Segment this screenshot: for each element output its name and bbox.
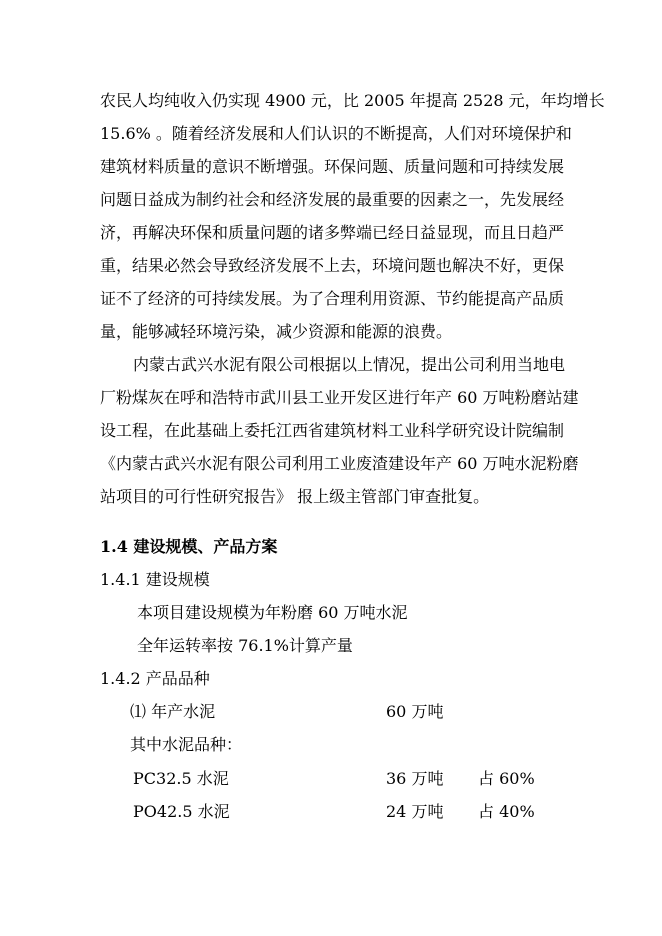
paragraph-2-line: 厂粉煤灰在呼和浩特市武川县工业开发区进行年产 60 万吨粉磨站建 <box>100 388 579 407</box>
variety-share: 占 40% <box>478 802 535 821</box>
annual-output-label: ⑴ 年产水泥 <box>130 702 216 721</box>
variety-amount: 24 万吨 <box>386 802 444 821</box>
paragraph-1-line: 建筑材料质量的意识不断增强。环保问题、质量问题和可持续发展 <box>100 157 565 176</box>
paragraph-1-line: 济，再解决环保和质量问题的诸多弊端已经日益显现，而且日趋严 <box>100 223 565 242</box>
variety-row <box>133 769 535 789</box>
paragraph-1-line: 证不了经济的可持续发展。为了合理利用资源、节约能提高产品质 <box>100 289 565 308</box>
subsection-heading-scale: 1.4.1 建设规模 <box>100 570 210 589</box>
paragraph-1-line: 15.6% 。随着经济发展和人们认识的不断提高，人们对环境保护和 <box>100 124 572 143</box>
scale-line: 本项目建设规模为年粉磨 60 万吨水泥 <box>137 603 408 622</box>
paragraph-1-line: 农民人均纯收入仍实现 4900 元，比 2005 年提高 2528 元，年均增长 <box>100 91 605 110</box>
section-heading: 1.4 建设规模、产品方案 <box>100 537 278 556</box>
variety-name: PC32.5 水泥 <box>133 769 229 788</box>
paragraph-1-line: 问题日益成为制约社会和经济发展的最重要的因素之一，先发展经 <box>100 190 565 209</box>
scale-line: 全年运转率按 76.1%计算产量 <box>137 636 353 655</box>
paragraph-2-line: 站项目的可行性研究报告》 报上级主管部门审查批复。 <box>100 487 490 506</box>
paragraph-2-line: 《内蒙古武兴水泥有限公司利用工业废渣建设年产 60 万吨水泥粉磨 <box>100 454 579 473</box>
paragraph-2-line: 内蒙古武兴水泥有限公司根据以上情况，提出公司利用当地电 <box>133 355 566 374</box>
paragraph-1-line: 重，结果必然会导致经济发展不上去，环境问题也解决不好，更保 <box>100 256 565 275</box>
variety-amount: 36 万吨 <box>386 769 444 788</box>
subsection-heading-products: 1.4.2 产品品种 <box>100 669 210 688</box>
variety-name: PO42.5 水泥 <box>133 802 230 821</box>
annual-output-amount: 60 万吨 <box>386 702 444 721</box>
paragraph-2-line: 设工程，在此基础上委托江西省建筑材料工业科学研究设计院编制 <box>100 421 565 440</box>
paragraph-1-line: 量，能够减轻环境污染，减少资源和能源的浪费。 <box>100 322 453 341</box>
varieties-intro: 其中水泥品种： <box>130 735 243 754</box>
annual-output-row <box>130 702 444 722</box>
variety-row <box>133 802 535 822</box>
variety-share: 占 60% <box>478 769 535 788</box>
